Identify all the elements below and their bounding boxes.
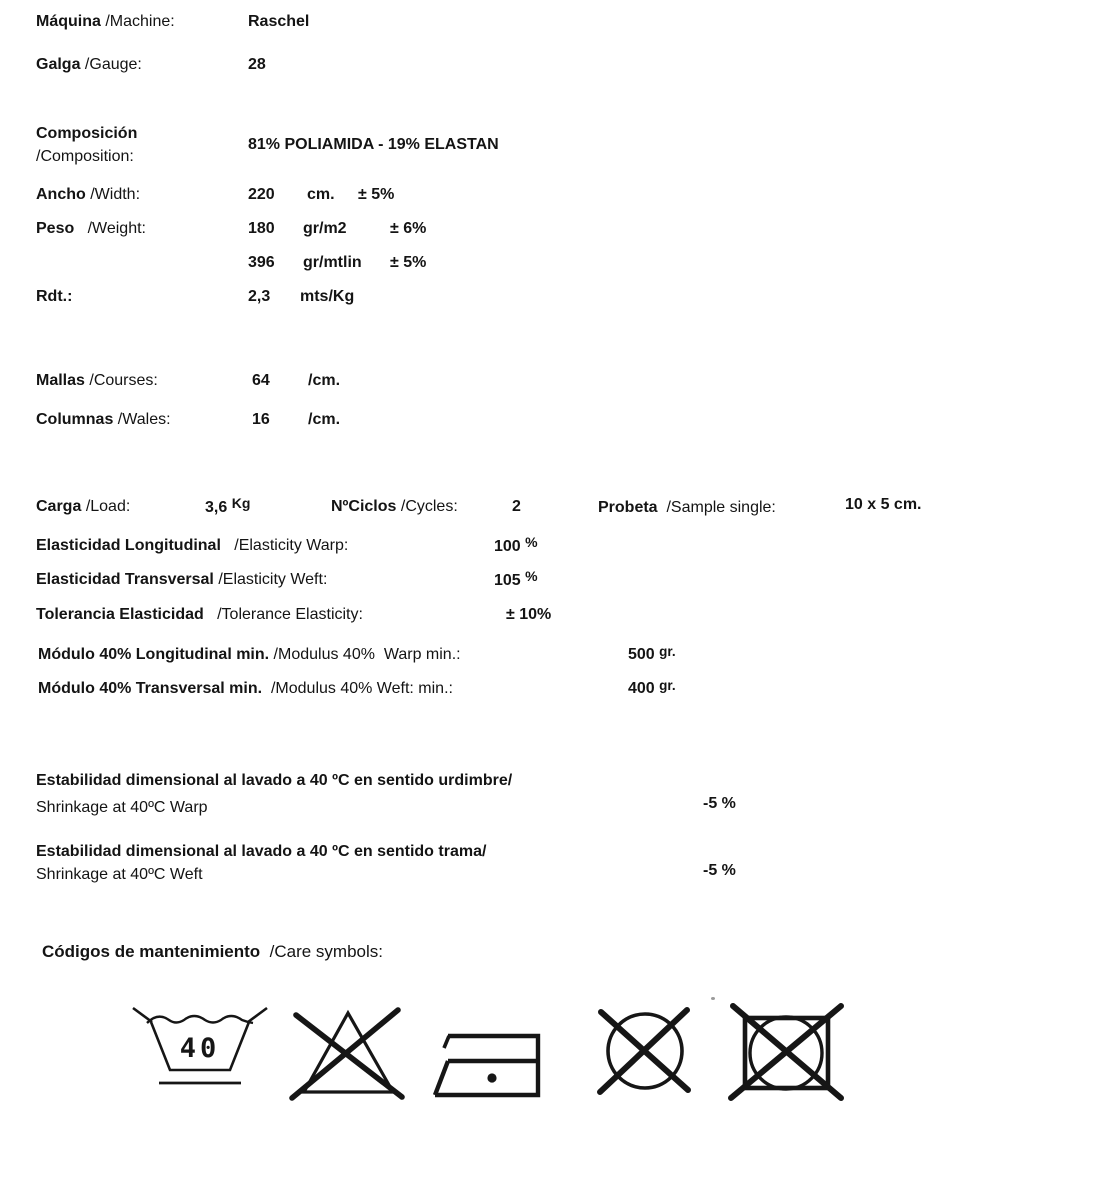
gauge-value: 28 xyxy=(248,56,266,73)
gauge-row xyxy=(36,55,142,75)
tolerance-elasticity-label-en: /Tolerance Elasticity: xyxy=(217,606,363,623)
width-unit: cm. xyxy=(307,186,335,203)
cycles-label-es: NºCiclos xyxy=(331,498,397,515)
composition-value: 81% POLIAMIDA - 19% ELASTAN xyxy=(248,136,499,153)
weight-lin-unit: gr/mtlin xyxy=(303,254,362,271)
weight-row xyxy=(36,219,146,239)
load-unit: Kg xyxy=(231,495,251,511)
elasticity-weft-value-group xyxy=(494,570,538,591)
wales-value: 16 xyxy=(252,411,270,428)
elasticity-warp-unit: % xyxy=(525,534,538,550)
width-row xyxy=(36,185,140,205)
yield-label: Rdt.: xyxy=(36,288,73,305)
width-label-en: /Width: xyxy=(90,186,141,203)
cycles-label-en: /Cycles: xyxy=(400,498,458,515)
elasticity-weft-value: 105 xyxy=(494,572,521,589)
modulus-weft-value-group xyxy=(628,679,676,699)
load-label-es: Carga xyxy=(36,498,82,515)
cycles-row xyxy=(331,497,458,517)
elasticity-weft-row xyxy=(36,570,327,590)
shrinkage-warp-label-en: Shrinkage at 40ºC Warp xyxy=(36,799,208,816)
shrinkage-warp-label-es: Estabilidad dimensional al lavado a 40 ºC en sentido urdimbre/ xyxy=(36,772,513,789)
modulus-weft-unit: gr. xyxy=(659,678,676,693)
wales-label-en: /Wales: xyxy=(117,411,171,428)
wales-unit: /cm. xyxy=(308,411,341,428)
elasticity-weft-label-es: Elasticidad Transversal xyxy=(36,571,214,588)
courses-row xyxy=(36,371,158,391)
load-row xyxy=(36,497,130,517)
sample-value: 10 x 5 cm. xyxy=(845,496,922,513)
modulus-weft-label-en: /Modulus 40% Weft: min.: xyxy=(270,680,453,697)
modulus-warp-label-en: /Modulus 40% Warp min.: xyxy=(273,646,461,663)
elasticity-warp-value: 100 xyxy=(494,538,521,555)
shrinkage-weft-label-es: Estabilidad dimensional al lavado a 40 ºC en sentido trama/ xyxy=(36,843,487,860)
composition-label-en: /Composition: xyxy=(36,148,134,165)
elasticity-weft-label-en: /Elasticity Weft: xyxy=(218,571,328,588)
sample-label-es: Probeta xyxy=(598,499,658,516)
modulus-warp-value-group xyxy=(628,645,676,665)
weight-m2-unit: gr/m2 xyxy=(303,220,347,237)
tolerance-elasticity-row xyxy=(36,605,363,625)
wales-label-es: Columnas xyxy=(36,411,114,428)
courses-label-en: /Courses: xyxy=(89,372,158,389)
width-tolerance: ± 5% xyxy=(358,186,395,203)
weight-label-en: /Weight: xyxy=(87,220,146,237)
care-symbols-title xyxy=(42,942,383,962)
sample-label-en: /Sample single: xyxy=(666,499,776,516)
iron-one-dot-icon xyxy=(430,1028,545,1101)
load-label-en: /Load: xyxy=(85,498,131,515)
machine-row xyxy=(36,12,175,32)
sample-row xyxy=(598,498,776,518)
gauge-label-es: Galga xyxy=(36,56,81,73)
care-title-en: /Care symbols: xyxy=(269,942,384,961)
weight-label-es: Peso xyxy=(36,220,75,237)
wash-temperature-label: 40 xyxy=(179,1033,221,1064)
shrinkage-weft-label-en: Shrinkage at 40ºC Weft xyxy=(36,866,203,883)
shrinkage-weft-value: -5 % xyxy=(703,862,736,879)
do-not-dry-clean-icon xyxy=(592,1002,696,1100)
modulus-warp-row xyxy=(38,645,461,665)
care-title-es: Códigos de mantenimiento xyxy=(42,942,261,961)
elasticity-warp-label-en: /Elasticity Warp: xyxy=(234,537,349,554)
modulus-warp-value: 500 xyxy=(628,646,655,663)
gauge-label-en: /Gauge: xyxy=(84,56,142,73)
cycles-value: 2 xyxy=(512,498,521,515)
modulus-weft-label-es: Módulo 40% Transversal min. xyxy=(38,680,263,697)
yield-value: 2,3 xyxy=(248,288,271,305)
scan-speck xyxy=(711,997,715,1000)
weight-lin-tolerance: ± 5% xyxy=(390,254,427,271)
yield-unit: mts/Kg xyxy=(300,288,355,305)
wash-tub-40-mild-icon xyxy=(128,1006,272,1094)
load-value-group xyxy=(205,497,250,518)
modulus-weft-value: 400 xyxy=(628,680,655,697)
courses-unit: /cm. xyxy=(308,372,341,389)
wales-row xyxy=(36,410,171,430)
elasticity-warp-label-es: Elasticidad Longitudinal xyxy=(36,537,221,554)
modulus-warp-label-es: Módulo 40% Longitudinal min. xyxy=(38,646,270,663)
courses-value: 64 xyxy=(252,372,270,389)
width-label-es: Ancho xyxy=(36,186,86,203)
courses-label-es: Mallas xyxy=(36,372,85,389)
tolerance-elasticity-value: ± 10% xyxy=(506,606,552,623)
modulus-weft-row xyxy=(38,679,453,699)
elasticity-warp-value-group xyxy=(494,536,538,557)
tolerance-elasticity-label-es: Tolerancia Elasticidad xyxy=(36,606,204,623)
shrinkage-warp-value: -5 % xyxy=(703,795,736,812)
composition-label-es: Composición xyxy=(36,125,138,142)
elasticity-warp-row xyxy=(36,536,348,556)
machine-value: Raschel xyxy=(248,13,310,30)
modulus-warp-unit: gr. xyxy=(659,644,676,659)
machine-label-es: Máquina xyxy=(36,13,101,30)
elasticity-weft-unit: % xyxy=(525,568,538,584)
weight-m2-tolerance: ± 6% xyxy=(390,220,427,237)
machine-label-en: /Machine: xyxy=(105,13,175,30)
do-not-bleach-icon xyxy=(288,1004,406,1103)
weight-m2-value: 180 xyxy=(248,220,275,237)
load-value: 3,6 xyxy=(205,499,228,516)
do-not-tumble-dry-icon xyxy=(723,1000,847,1103)
width-value: 220 xyxy=(248,186,275,203)
weight-lin-value: 396 xyxy=(248,254,275,271)
